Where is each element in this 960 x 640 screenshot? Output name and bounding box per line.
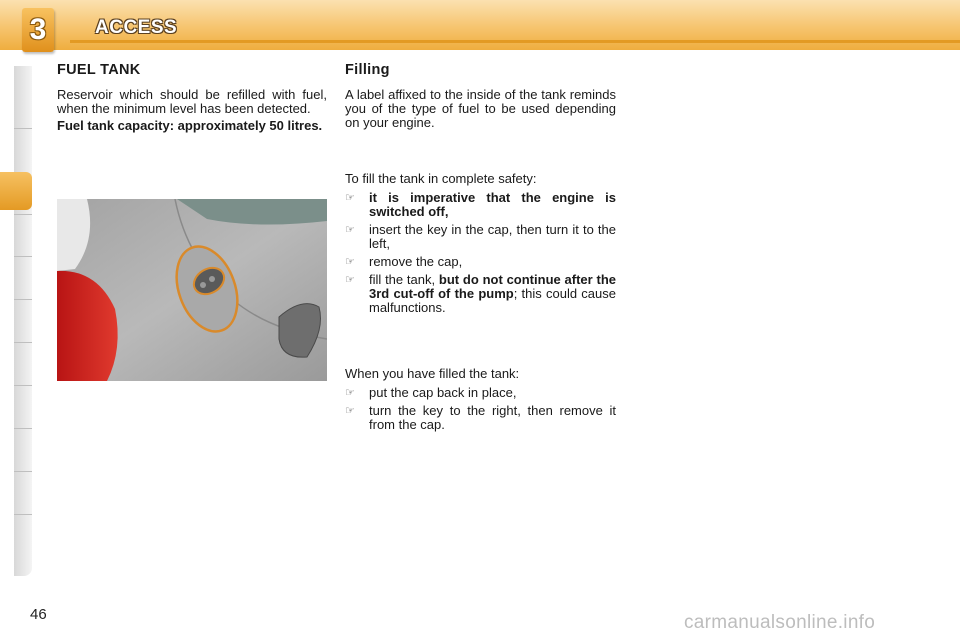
tab-divider	[14, 256, 32, 257]
safety-intro: To fill the tank in complete safety:	[345, 171, 537, 186]
after-steps	[345, 386, 616, 432]
list-item: ☞ it is imperative that the engine is switched off,	[345, 190, 616, 219]
tab-divider	[14, 299, 32, 300]
tab-divider	[14, 342, 32, 343]
header-rule	[70, 40, 960, 43]
tab-divider	[14, 471, 32, 472]
pointing-hand-icon: ☞	[345, 224, 355, 236]
list-item: ☞ insert the key in the cap, then turn it to the left,	[345, 222, 616, 251]
list-item: ☞ turn the key to the right, then remove it from the cap.	[345, 403, 616, 432]
fuel-tank-section	[57, 62, 327, 133]
after-intro: When you have filled the tank:	[345, 366, 520, 381]
chapter-badge: 3	[22, 8, 54, 52]
list-item: ☞ remove the cap,	[345, 254, 463, 269]
page-number: 46	[30, 606, 47, 623]
pointing-hand-icon: ☞	[345, 192, 355, 204]
pointing-hand-icon: ☞	[345, 387, 355, 399]
tab-divider	[14, 214, 32, 215]
filling-section	[345, 62, 616, 436]
section-title: ACCESS	[95, 17, 178, 38]
filling-heading: Filling	[345, 62, 390, 78]
safety-steps	[345, 191, 616, 315]
chapter-tabs	[14, 66, 32, 576]
tab-divider	[14, 128, 32, 129]
tab-divider	[14, 385, 32, 386]
pointing-hand-icon: ☞	[345, 405, 355, 417]
pointing-hand-icon: ☞	[345, 274, 355, 286]
list-item: ☞ put the cap back in place,	[345, 385, 517, 400]
tab-divider	[14, 514, 32, 515]
list-item: ☞ fill the tank, but do not continue after the 3rd cut-off of the pump; this could cause malfunctions.	[345, 272, 616, 315]
fuel-tank-heading: FUEL TANK	[57, 62, 141, 78]
fuel-tank-intro: Reservoir which should be refilled with fuel, when the minimum level has been detected.	[57, 87, 327, 116]
filling-label-text: A label affixed to the inside of the tank reminds you of the type of fuel to be used depending on your engine.	[345, 87, 616, 130]
tab-divider	[14, 428, 32, 429]
watermark: carmanualsonline.info	[684, 612, 876, 633]
chapter-tab-active[interactable]	[0, 172, 32, 210]
pointing-hand-icon: ☞	[345, 256, 355, 268]
fuel-cap-photo	[57, 199, 327, 381]
fuel-tank-capacity: Fuel tank capacity: approximately 50 litres.	[57, 118, 323, 133]
